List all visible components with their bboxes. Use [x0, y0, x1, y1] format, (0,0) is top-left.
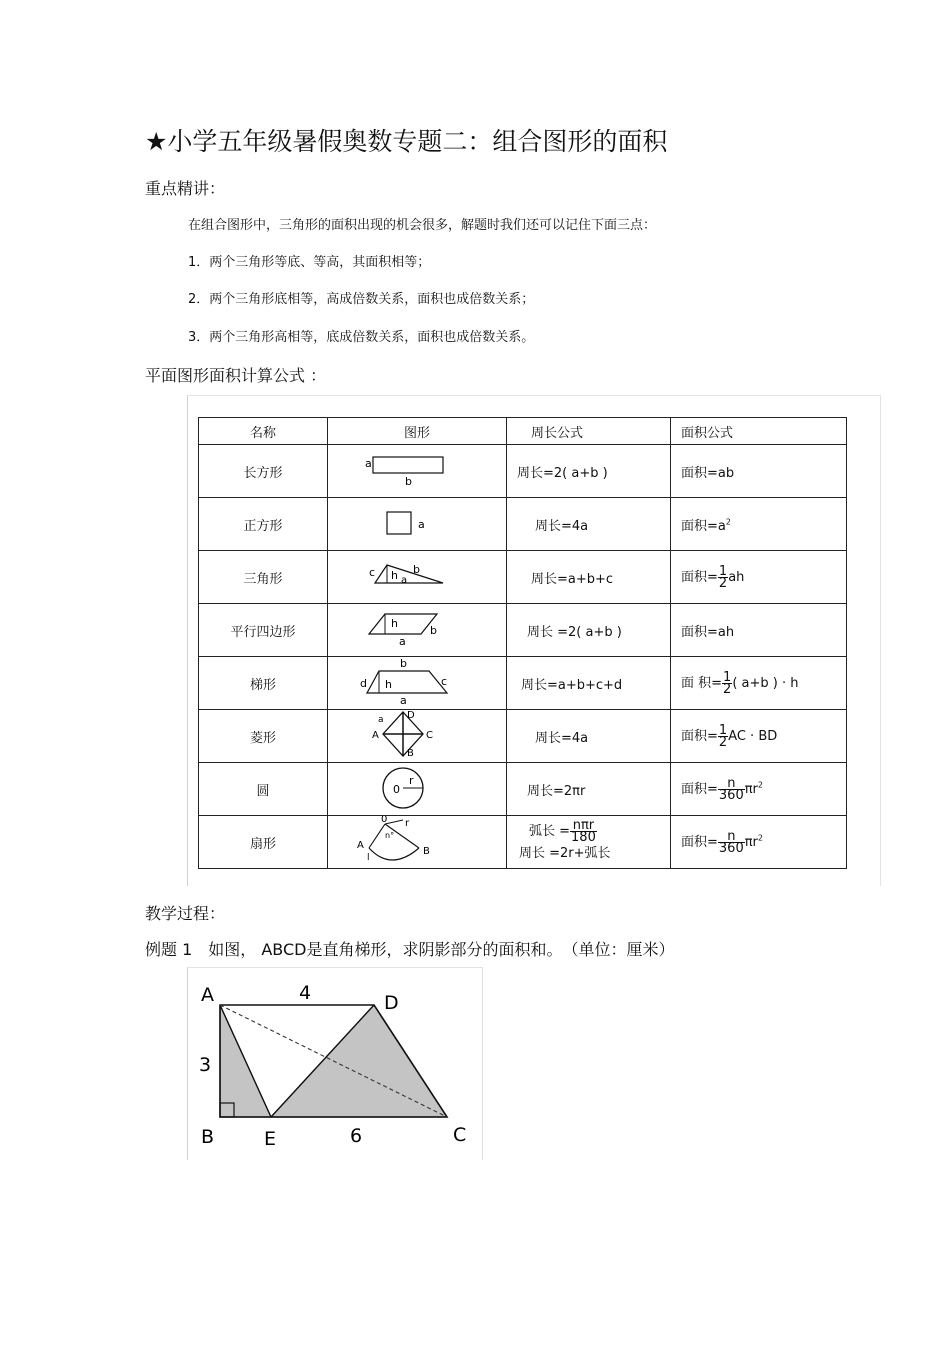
table-row	[199, 604, 847, 657]
circle-figure	[329, 763, 505, 811]
key-point-2: 2．两个三角形底相等，高成倍数关系，面积也成倍数关系；	[188, 292, 535, 307]
fraction-numerator: nπr	[570, 820, 597, 832]
label-text: A	[357, 840, 364, 851]
example-figure	[187, 967, 481, 1159]
perimeter-formula: 周长 =2( a+b )	[527, 624, 622, 640]
shape-name: 菱形	[249, 730, 276, 746]
area-formula-prefix: 面积=	[681, 781, 718, 797]
square-figure	[329, 498, 505, 546]
area-formula-suffix: ah	[728, 569, 745, 585]
fraction-denominator: 360	[718, 787, 744, 803]
label-text: a	[400, 694, 407, 705]
area-formula-suffix: πr	[744, 781, 758, 797]
area-exponent: 2	[757, 780, 763, 790]
shape-name: 圆	[256, 783, 270, 799]
fraction-denominator: 360	[718, 840, 744, 856]
fraction-numerator: 1	[718, 563, 728, 579]
fraction-numerator: 1	[723, 669, 732, 685]
key-point-1: 1．两个三角形等底、等高，其面积相等；	[188, 255, 431, 270]
length-label-top: 4	[299, 982, 312, 1004]
process-heading: 教学过程：	[145, 904, 226, 923]
formulas-heading: 平面图形面积计算公式 ：	[145, 366, 327, 385]
label-text: B	[423, 846, 430, 857]
key-points-heading: 重点精讲：	[145, 179, 226, 198]
perimeter-formula: 周长=2( a+b )	[517, 465, 608, 481]
length-label-bottom: 6	[350, 1125, 363, 1147]
perimeter-formula: 周长=4a	[535, 730, 589, 746]
header-perimeter: 周长公式	[507, 418, 671, 445]
fraction-denominator: 180	[571, 829, 596, 845]
sector-figure	[329, 816, 505, 864]
length-label-left: 3	[199, 1054, 212, 1076]
label-text: a	[365, 457, 372, 470]
vertex-label-a: A	[201, 984, 214, 1006]
arc-length-fraction	[570, 817, 597, 845]
vertex-label-b: B	[201, 1126, 215, 1148]
key-points-intro: 在组合图形中，三角形的面积出现的机会很多，解题时我们还可以记住下面三点：	[188, 218, 657, 233]
label-text: 0	[381, 816, 388, 825]
label-text: h	[391, 617, 398, 630]
key-point-3: 3．两个三角形高相等，底成倍数关系，面积也成倍数关系。	[188, 330, 535, 345]
table-row	[199, 657, 847, 710]
area-formula-suffix: πr	[744, 834, 758, 850]
rectangle-figure	[329, 445, 505, 493]
perimeter-formula: 周长=a+b+c	[531, 571, 614, 587]
area-exponent: 2	[757, 833, 763, 843]
label-text: C	[426, 730, 433, 741]
shape-name: 正方形	[243, 518, 283, 534]
label-text: a	[401, 575, 408, 586]
shape-name: 长方形	[243, 465, 283, 481]
label-text: 0	[393, 783, 400, 796]
shape-name: 平行四边形	[230, 624, 296, 640]
label-text: c	[369, 566, 376, 579]
table-row	[199, 816, 847, 869]
area-fraction	[722, 669, 732, 697]
area-formula: 面积=ab	[681, 465, 735, 481]
label-text: b	[430, 624, 437, 637]
perimeter-formula: 周长=2πr	[527, 783, 586, 799]
area-formula-suffix: AC · BD	[728, 728, 778, 744]
table-row	[199, 445, 847, 498]
area-formula-suffix: ( a+b ) · h	[732, 675, 799, 691]
label-text: A	[372, 730, 379, 741]
label-text: B	[407, 748, 414, 758]
fraction-numerator: n	[718, 831, 745, 843]
perimeter-formula: 周长 =2r+弧长	[519, 845, 611, 861]
table-row	[199, 498, 847, 551]
label-text: n°	[385, 831, 395, 840]
perimeter-formula: 周长=a+b+c+d	[521, 677, 623, 693]
trapezoid-figure	[329, 657, 505, 705]
table-row	[199, 551, 847, 604]
label-text: a	[399, 635, 406, 648]
header-area: 面积公式	[671, 418, 847, 445]
formula-table	[198, 417, 847, 869]
rhombus-figure	[329, 710, 505, 758]
table-row	[199, 763, 847, 816]
area-formula-prefix: 面 积=	[681, 675, 723, 691]
label-text: h	[385, 678, 392, 691]
vertex-label-d: D	[384, 992, 399, 1014]
example-1-text: 例题 1 如图， ABCD是直角梯形，求阴影部分的面积和。 （单位：厘米）	[145, 940, 675, 959]
area-fraction	[718, 563, 728, 591]
area-exponent: 2	[725, 517, 731, 527]
fraction-numerator: n	[718, 778, 745, 790]
label-text: l	[367, 853, 370, 863]
label-text: r	[405, 818, 410, 829]
area-formula: 面积=ah	[681, 624, 735, 640]
label-text: D	[407, 710, 415, 721]
label-text: c	[441, 675, 448, 688]
label-text: d	[360, 677, 367, 690]
table-header-row	[199, 418, 847, 445]
triangle-figure	[329, 551, 505, 599]
area-fraction	[718, 775, 745, 803]
label-text: b	[405, 475, 412, 488]
vertex-label-e: E	[264, 1128, 277, 1150]
fraction-numerator: 1	[718, 722, 728, 738]
shape-name: 梯形	[249, 677, 276, 693]
area-formula: 面积=a	[681, 518, 726, 534]
fraction-denominator: 2	[718, 575, 728, 591]
label-text: b	[413, 563, 420, 576]
table-row	[199, 710, 847, 763]
label-text: h	[391, 569, 398, 582]
label-text: b	[400, 657, 407, 670]
perimeter-formula: 周长=4a	[535, 518, 589, 534]
area-fraction	[718, 828, 745, 856]
label-text: a	[378, 715, 384, 725]
fraction-denominator: 2	[718, 734, 728, 750]
area-formula-prefix: 面积=	[681, 834, 718, 850]
header-name: 名称	[199, 418, 328, 445]
header-shape: 图形	[328, 418, 507, 445]
area-formula-prefix: 面积=	[681, 569, 718, 585]
label-text: r	[409, 774, 414, 787]
parallelogram-figure	[329, 604, 505, 652]
arc-length-prefix: 弧长 =	[529, 823, 571, 839]
area-fraction	[718, 722, 728, 750]
shape-name: 三角形	[243, 571, 283, 587]
fraction-denominator: 2	[723, 681, 732, 697]
label-text: a	[418, 518, 425, 531]
area-formula-prefix: 面积=	[681, 728, 718, 744]
shape-name: 扇形	[249, 836, 276, 852]
page-title: ★小学五年级暑假奥数专题二：组合图形的面积	[145, 127, 668, 156]
vertex-label-c: C	[453, 1124, 467, 1146]
